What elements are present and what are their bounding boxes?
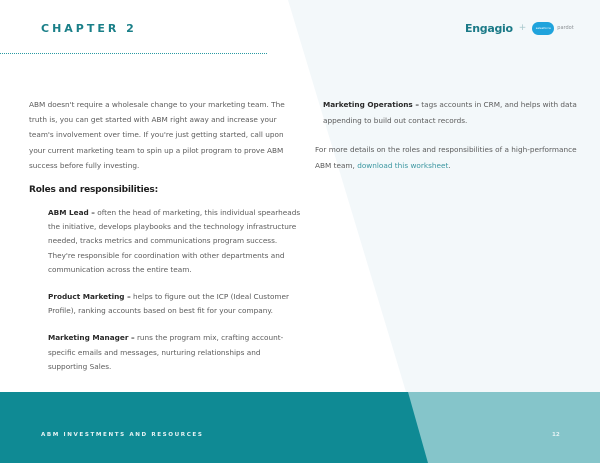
footer-diagonal-panel [0, 392, 600, 463]
role-description: tags accounts in CRM, and helps with data appending to build out contact records. [323, 100, 577, 125]
page-number: 12 [552, 432, 560, 438]
more-details-text: For more details on the roles and responsibilities of a high-performance ABM team, [315, 145, 577, 170]
role-abm-lead [48, 206, 301, 277]
role-title: Marketing Manager – [48, 333, 135, 343]
role-title: ABM Lead – [48, 208, 95, 218]
left-column [29, 97, 301, 374]
more-details-paragraph [315, 142, 585, 173]
salesforce-cloud-icon [532, 22, 554, 35]
role-description: runs the program mix, crafting account-specific emails and messages, nurturing relationships and supporting Sales. [48, 333, 284, 371]
dotted-divider [0, 53, 267, 54]
chapter-label: CHAPTER 2 [41, 22, 137, 35]
role-title: Marketing Operations – [323, 100, 419, 109]
role-title: Product Marketing – [48, 292, 131, 302]
role-product-marketing [48, 290, 301, 318]
roles-heading: Roles and responsibilities: [29, 185, 158, 196]
role-marketing-manager [48, 331, 301, 374]
salesforce-logo-text: salesforce [535, 26, 551, 30]
footer-band [0, 392, 600, 463]
role-description: helps to figure out the ICP (Ideal Customer Profile), ranking accounts based on best fit for your company. [48, 292, 289, 316]
right-column [315, 97, 585, 173]
intro-paragraph: ABM doesn't require a wholesale change to your marketing team. The truth is, you can get started with ABM right away and increase your team's involvement over time. If you're just getting started, call upon your current marketing team to spin up a pilot program to prove ABM success before fully investing. [29, 100, 285, 170]
engagio-logo: Engagio [465, 21, 513, 35]
download-worksheet-link[interactable]: download this worksheet [357, 160, 449, 170]
pardot-logo-text: pardot [557, 25, 574, 31]
role-marketing-operations [323, 97, 585, 128]
partner-logos [465, 19, 574, 37]
role-description: often the head of marketing, this individual spearheads the initiative, develops playbooks and the technology infrastructure needed, tracks metrics and communications program success. They're responsible for coordination with other departments and communication across the entire team. [48, 208, 301, 274]
link-suffix: . [448, 160, 451, 170]
footer-section-title: ABM INVESTMENTS AND RESOURCES [41, 432, 204, 438]
plus-sign: + [518, 23, 527, 33]
